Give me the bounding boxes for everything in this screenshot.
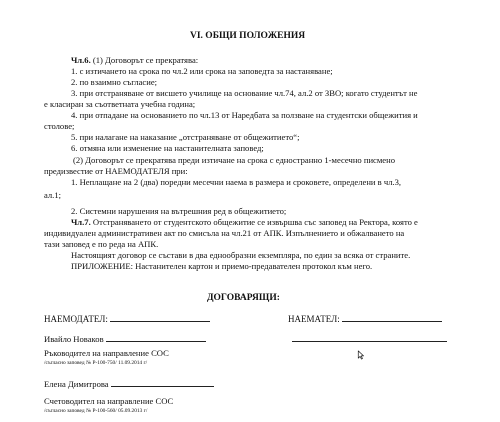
article-7-line: индивидуален административен акт по смисъла на чл.21 от АПК. Изпълнението и обжалването на — [44, 228, 405, 238]
closing-line: Настоящият договор се състави в два еднообразни екземпляра, по един за всяка от страните. — [71, 250, 411, 260]
article-6-line: 6. отмяна или изменение на настанителната заповед; — [71, 143, 264, 153]
closing-line: ПРИЛОЖЕНИЕ: Настанителен картон и приемо-предавателен протокол към него. — [71, 261, 373, 271]
article-7-first-line — [71, 217, 418, 227]
article-6-line: 2. по взаимно съгласие; — [71, 77, 158, 87]
landlord-signature-line — [110, 313, 210, 322]
mouse-pointer-icon — [357, 350, 365, 360]
person1-signature-line — [106, 333, 206, 342]
article-6-line: предизвестие от НАЕМОДАТЕЛЯ при: — [44, 166, 188, 176]
person2-name: Елена Димитрова — [44, 379, 109, 389]
person1-signature — [44, 333, 206, 344]
article-6-intro — [71, 55, 198, 65]
article-6-label: Чл.6. — [71, 55, 91, 65]
article-6-line: 5. при налагане на наказание „отстраняване от общежитието“; — [71, 132, 300, 142]
person2-signature-line — [111, 378, 214, 387]
tenant-name-line — [292, 333, 447, 342]
tenant-signature-line — [342, 313, 442, 322]
article-6-line: 2. Системни нарушения на вътрешния ред в общежитието; — [71, 206, 287, 216]
person2-signature — [44, 378, 214, 389]
article-7-label: Чл.7. — [71, 217, 91, 227]
article-7-line: тази заповед е по реда на АПК. — [44, 239, 159, 249]
article-6-line: е класиран за съответната учебна година; — [44, 99, 196, 109]
tenant-second-line — [292, 333, 447, 344]
article-6-line: 4. при отпадане на основанието по чл.13 от Наредбата за ползване на студентски общежития и — [71, 110, 418, 120]
tenant-label: НАЕМАТЕЛ: — [288, 314, 340, 324]
person1-role: Ръководител на направление СОС — [44, 348, 169, 358]
landlord-label: НАЕМОДАТЕЛ: — [44, 314, 108, 324]
section-heading: VI. ОБЩИ ПОЛОЖЕНИЯ — [190, 31, 306, 41]
article-6-line: 3. при отстраняване от висшето училище на основание чл.74, ал.2 от ЗВО; когато студентът не — [71, 88, 418, 98]
landlord-signature — [44, 313, 210, 324]
article-6-line: 1. Неплащане на 2 (два) поредни месечни наема в размера и сроковете, определени в чл.3, — [71, 177, 402, 187]
article-6-line: 1. с изтичането на срока по чл.2 или срока на заповедта за настаняване; — [71, 66, 333, 76]
person3-role: Счетоводител на направление СОС — [44, 396, 174, 406]
tenant-signature — [288, 313, 442, 324]
article-6-intro-text: (1) Договорът се прекратява: — [90, 55, 199, 65]
person1-note: /съгласно заповед № Р-100-750/ 11.09.2014 г/ — [44, 360, 148, 366]
article-6-line: (2) Договорът се прекратява преди изтичане на срока с едностранно 1-месечно писмено — [73, 155, 396, 165]
signatures-heading: ДОГОВАРЯЩИ: — [207, 293, 280, 303]
person1-name: Ивайло Новаков — [44, 334, 104, 344]
person3-note: /съгласно заповед № Р-100-560/ 05.09.2013 г/ — [44, 408, 148, 414]
article-7-text: Отстраняването от студентското общежитие се извършва със заповед на Ректора, която е — [90, 217, 418, 227]
article-6-line: столове; — [44, 121, 75, 131]
article-6-line: ал.1; — [44, 190, 62, 200]
